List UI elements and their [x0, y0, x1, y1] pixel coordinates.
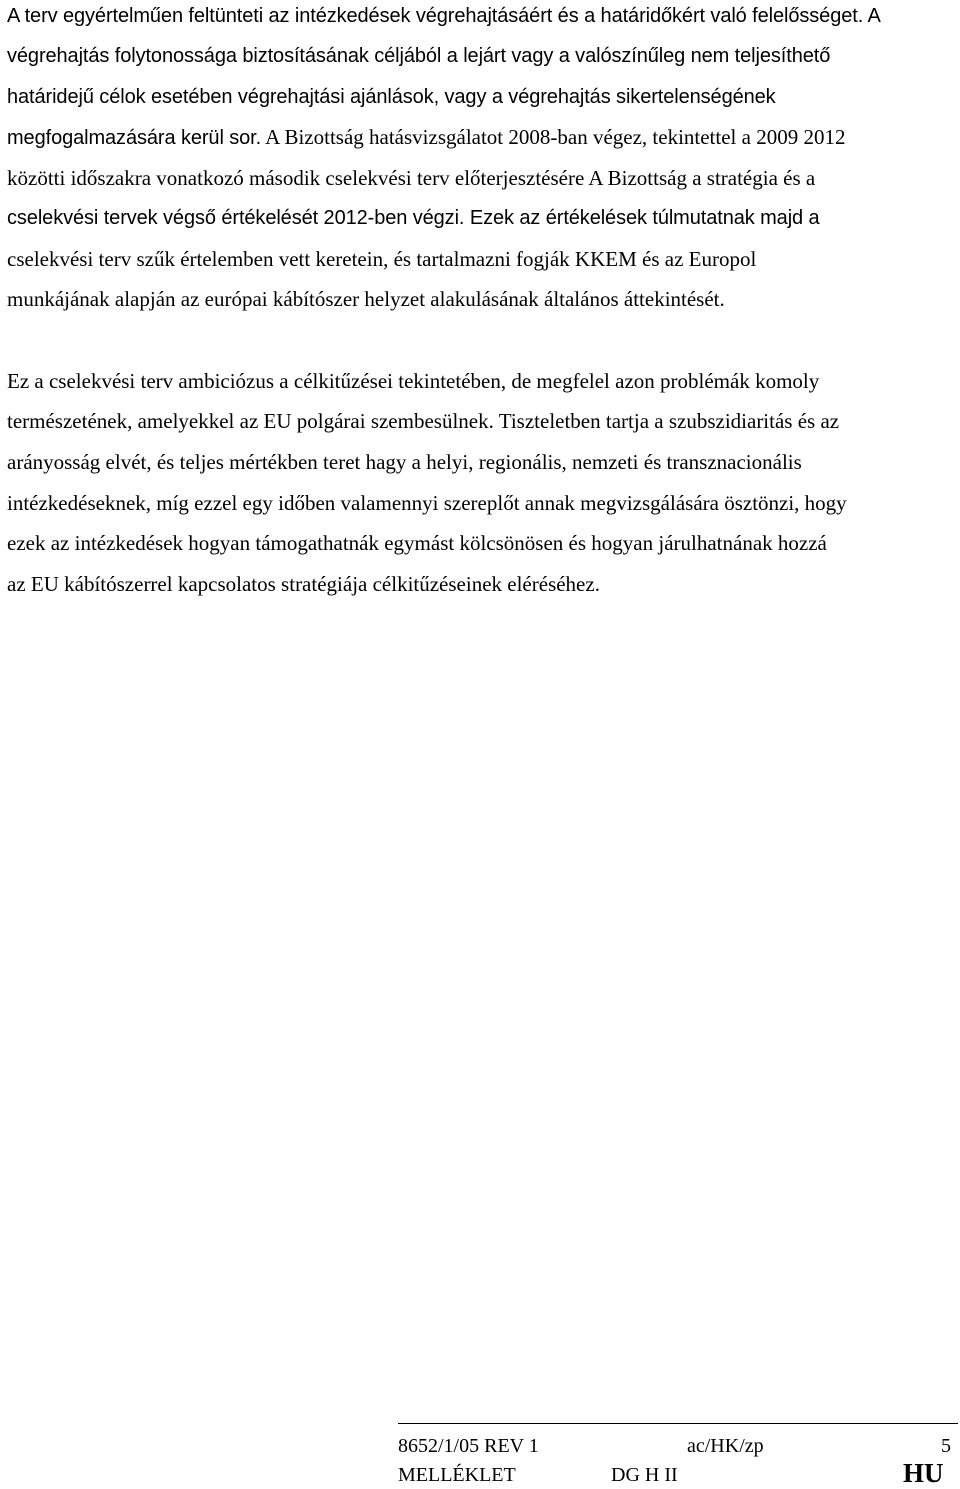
paragraph-1-line-2: végrehajtás folytonossága biztosításának céljából a lejárt vagy a valószínűleg nem teljesíthető	[7, 45, 831, 67]
footer-page-number: 5	[941, 1435, 951, 1457]
footer-divider	[398, 1423, 958, 1424]
paragraph-2-line-3: arányosság elvét, és teljes mértékben teret hagy a helyi, regionális, nemzeti és transznacionális	[7, 450, 802, 474]
paragraph-2-line-2	[7, 409, 839, 434]
footer-author-code: ac/HK/zp	[687, 1435, 764, 1457]
paragraph-1-line-1: A terv egyértelműen feltünteti az intézkedések végrehajtásáért és a határidőkért való felelősséget. A	[7, 5, 881, 27]
footer-annex: MELLÉKLET	[398, 1464, 516, 1486]
footer-doc-ref: 8652/1/05 REV 1	[398, 1435, 539, 1457]
paragraph-1-line-3: határidejű célok esetében végrehajtási ajánlások, vagy a végrehajtás sikertelenségének	[7, 86, 776, 108]
footer-language: HU	[903, 1458, 944, 1488]
paragraph-1-line-6	[7, 206, 820, 230]
paragraph-2-line-4: intézkedéseknek, míg ezzel egy időben valamennyi szereplőt annak megvizsgálására ösztönzi, hogy	[7, 491, 847, 515]
paragraph-1-line-4-part-1: megfogalmazására kerül sor.	[7, 127, 262, 149]
paragraph-1-line-7: cselekvési terv szűk értelemben vett keretein, és tartalmazni fogják KKEM és az Europol	[7, 247, 757, 271]
paragraph-1-line-6-part-2: Ezek az értékelések túlmutatnak majd a	[464, 207, 820, 229]
paragraph-1-line-8: munkájának alapján az európai kábítószer helyzet alakulásának általános áttekintését.	[7, 287, 725, 311]
paragraph-1-line-6-part-1: cselekvési tervek végső értékelését 2012-ben végzi.	[7, 207, 465, 229]
paragraph-2-line-6: az EU kábítószerrel kapcsolatos stratégiája célkitűzéseinek eléréséhez.	[7, 572, 600, 596]
paragraph-2-line-2-part-2: Tiszteletben tartja a szubszidiaritás és az	[493, 409, 840, 433]
paragraph-1-line-4	[7, 125, 845, 150]
footer-dg: DG H II	[611, 1464, 678, 1486]
paragraph-1-line-5: közötti időszakra vonatkozó második cselekvési terv előterjesztésére A Bizottság a stratégia és a	[7, 166, 816, 190]
paragraph-2-line-1: Ez a cselekvési terv ambiciózus a célkitűzései tekintetében, de megfelel azon problémák komoly	[7, 369, 820, 393]
paragraph-2-line-5: ezek az intézkedések hogyan támogathatnák egymást kölcsönösen és hogyan járulhatnának hozzá	[7, 531, 827, 555]
paragraph-2-line-2-part-1: természetének, amelyekkel az EU polgárai szembesülnek.	[7, 409, 494, 433]
paragraph-1-line-4-part-2: A Bizottság hatásvizsgálatot 2008-ban végez, tekintettel a 2009 2012	[261, 125, 846, 149]
